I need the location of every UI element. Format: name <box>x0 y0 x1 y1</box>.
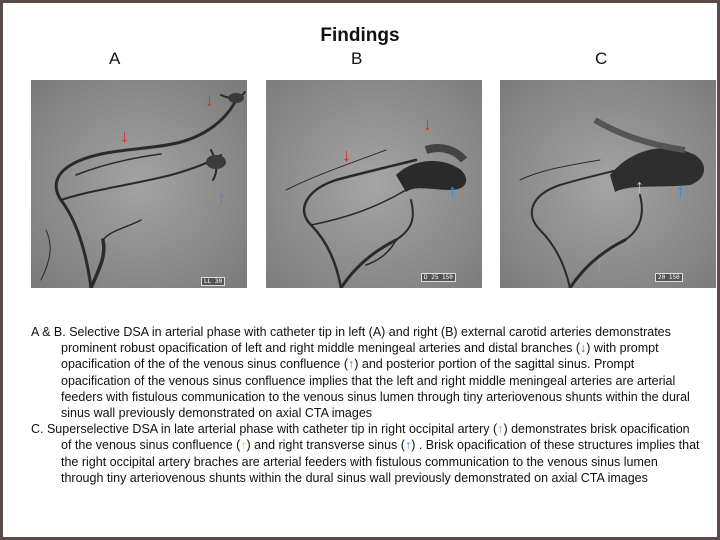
arrow-down-icon: ↓ <box>205 90 214 110</box>
arrow-up-icon: ↑ <box>448 181 457 201</box>
scale-label-a: LL 30 <box>201 277 225 286</box>
caption-text: ) . Brisk opacification of these structures implies that the right occipital artery braches are arterial feeders with fistulous communication to the venous sinus lumen through tiny arteriovenous shunts within the dural sinus wall previously demonstrated on axial CTA images <box>61 438 700 485</box>
caption-paragraph-c <box>31 421 701 486</box>
panel-label-a: A <box>109 49 121 68</box>
arrow-up-icon: ↑ <box>217 188 226 208</box>
arrow-up-icon: ↑ <box>240 438 247 453</box>
caption-paragraph-ab <box>31 324 701 421</box>
caption-text: C. Superselective DSA in late arterial phase with catheter tip in right occipital artery ( <box>31 422 498 437</box>
arrow-up-icon: ↑ <box>404 438 412 453</box>
arrow-up-icon: ↑ <box>348 357 355 372</box>
caption-text: A & B. Selective DSA in arterial phase with catheter tip in left (A) and right (B) external carotid arteries demonstrates prominent robust opacification of left and right middle meningeal arteries and distal branches ( <box>31 325 671 356</box>
caption-text: ) and right transverse sinus ( <box>246 438 405 453</box>
panel-label-c: C <box>595 49 608 68</box>
arrow-up-icon: ↑ <box>595 255 604 275</box>
arrow-up-icon: ↑ <box>676 181 685 201</box>
scale-label-c: 20 150 <box>655 273 683 282</box>
caption-text: ) and posterior portion of the sagittal sinus. Prompt opacification of the venous sinus confluence implies that the left and right middle meningeal arteries are arterial feeders with fistulous communication to the venous sinus lumen through tiny arteriovenous shunts within the dural sinus wall previously demonstrated on axial CTA images <box>61 357 690 421</box>
caption-text: ) demonstrates brisk opacification of the venous sinus confluence ( <box>61 422 690 453</box>
panel-label-b: B <box>351 49 363 68</box>
arrow-down-icon: ↓ <box>120 126 129 146</box>
arrow-down-icon: ↓ <box>342 145 351 165</box>
arrow-up-icon: ↑ <box>635 176 644 196</box>
caption <box>31 324 701 486</box>
scale-label-b: D 25 150 <box>421 273 456 282</box>
arrow-down-icon: ↓ <box>423 114 432 134</box>
arrow-down-icon: ↓ <box>580 341 587 356</box>
caption-text: ) with prompt opacification of the of the venous sinus confluence ( <box>61 341 659 372</box>
slide-title: Findings <box>320 25 400 46</box>
arrow-up-icon: ↑ <box>497 422 504 437</box>
angiogram-image-a <box>31 80 247 288</box>
